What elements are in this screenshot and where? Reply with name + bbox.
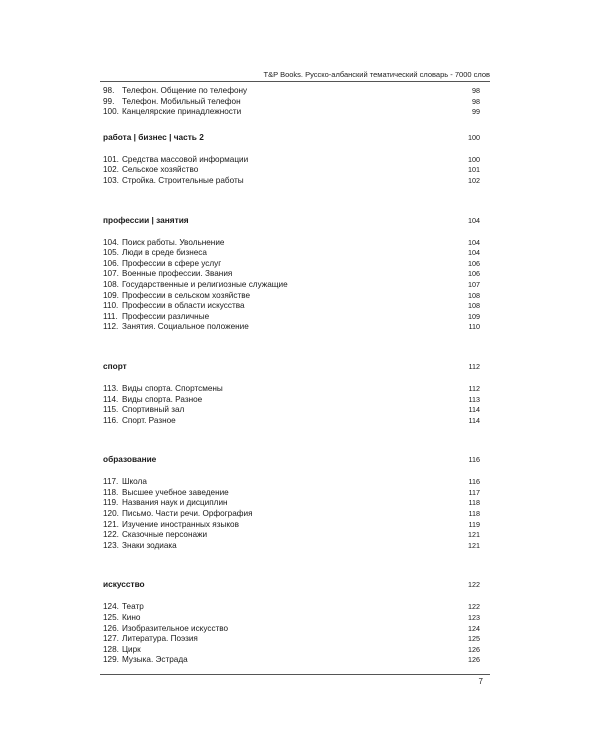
toc-entry (103, 291, 480, 302)
entry-text (103, 509, 253, 520)
entry-number: 99. (103, 96, 115, 106)
section-heading (103, 579, 480, 590)
entry-title: Знаки зодиака (122, 540, 177, 550)
toc-entry (103, 86, 480, 97)
entry-title: Профессии в сфере услуг (122, 258, 222, 268)
toc-entry (103, 269, 480, 280)
toc-entry (103, 624, 480, 635)
entry-text (103, 395, 202, 406)
entry-page: 121 (468, 540, 480, 550)
entry-page: 113 (468, 394, 480, 404)
entry-title: Средства массовой информации (122, 154, 249, 164)
entry-number: 124. (103, 602, 119, 612)
toc-entry (103, 165, 480, 176)
entry-text (103, 602, 144, 613)
entry-number: 123. (103, 540, 119, 550)
entry-title: Письмо. Части речи. Орфография (122, 509, 253, 519)
toc-entry (103, 384, 480, 395)
entry-number: 102. (103, 165, 119, 175)
entry-title: Профессии различные (122, 311, 210, 321)
entry-title: Высшее учебное заведение (122, 487, 229, 497)
toc-entry (103, 530, 480, 541)
section-page: 100 (468, 132, 480, 142)
toc-entry (103, 520, 480, 531)
toc-entry (103, 248, 480, 259)
toc-entry (103, 155, 480, 166)
entry-title: Профессии в области искусства (122, 301, 245, 311)
entry-text (103, 624, 228, 635)
section-title: образование (103, 454, 157, 465)
entry-page: 126 (468, 644, 480, 654)
entry-page: 114 (468, 415, 480, 425)
entry-text (103, 165, 198, 176)
toc-entry (103, 634, 480, 645)
entry-title: Спорт. Разное (122, 415, 176, 425)
entry-text (103, 488, 229, 499)
entry-page: 106 (468, 258, 480, 268)
entry-title: Школа (122, 477, 147, 487)
entry-number: 117. (103, 477, 119, 487)
entry-number: 121. (103, 519, 119, 529)
entry-title: Сельское хозяйство (122, 165, 199, 175)
entry-page: 114 (468, 405, 480, 415)
entry-text (103, 416, 176, 427)
entry-title: Телефон. Общение по телефону (122, 86, 248, 95)
entry-text (103, 248, 207, 259)
entry-page: 118 (468, 498, 480, 508)
entry-text (103, 86, 247, 97)
toc-entry (103, 645, 480, 656)
entry-number: 105. (103, 248, 119, 258)
entry-page: 101 (468, 165, 480, 175)
entry-text (103, 634, 198, 645)
section-title: искусство (103, 579, 145, 590)
entry-page: 122 (468, 602, 480, 612)
entry-page: 118 (468, 509, 480, 519)
entry-number: 109. (103, 290, 119, 300)
entry-number: 111. (103, 311, 118, 321)
entry-text (103, 280, 288, 291)
entry-page: 116 (468, 477, 480, 487)
intro-entries (103, 86, 480, 118)
entry-title: Изобразительное искусство (122, 623, 229, 633)
entry-number: 120. (103, 509, 119, 519)
entry-page: 108 (468, 290, 480, 300)
toc-entry (103, 509, 480, 520)
toc-entry (103, 280, 480, 291)
toc-entry (103, 655, 480, 666)
entry-page: 106 (468, 269, 480, 279)
entry-title: Люди в среде бизнеса (122, 248, 207, 258)
entry-title: Занятия. Социальное положение (122, 322, 249, 332)
entry-text (103, 312, 209, 323)
toc-section (103, 579, 480, 666)
section-title: спорт (103, 360, 127, 371)
entry-number: 119. (103, 498, 119, 508)
section-heading (103, 215, 480, 226)
entry-page: 126 (468, 655, 480, 665)
toc-section (103, 361, 480, 426)
entry-text (103, 520, 239, 531)
entry-text (103, 269, 232, 280)
entry-page: 98 (472, 86, 480, 95)
entry-title: Спортивный зал (122, 405, 185, 415)
section-page: 104 (468, 215, 480, 225)
entry-title: Стройка. Строительные работы (122, 175, 244, 185)
entry-title: Виды спорта. Спортсмены (122, 383, 223, 393)
entry-page: 102 (468, 175, 480, 185)
entry-page: 123 (468, 613, 480, 623)
toc-entry (103, 602, 480, 613)
entry-text (103, 301, 245, 312)
toc-entry (103, 541, 480, 552)
section-page: 116 (468, 455, 480, 465)
entry-text (103, 259, 221, 270)
toc-section (103, 132, 480, 187)
entry-number: 103. (103, 175, 119, 185)
entry-text (103, 655, 188, 666)
entry-text (103, 384, 223, 395)
entry-title: Театр (122, 602, 144, 612)
toc-entry (103, 498, 480, 509)
entry-page: 108 (468, 301, 480, 311)
entry-title: Изучение иностранных языков (122, 519, 239, 529)
entry-page: 100 (468, 154, 480, 164)
entry-page: 99 (472, 107, 480, 117)
entry-text (103, 155, 248, 166)
section-heading (103, 361, 480, 372)
entry-number: 116. (103, 415, 119, 425)
toc-entry (103, 395, 480, 406)
table-of-contents (103, 86, 480, 666)
sections (103, 132, 480, 666)
entry-number: 101. (103, 154, 119, 164)
entry-title: Названия наук и дисциплин (122, 498, 228, 508)
entry-number: 125. (103, 613, 119, 623)
entry-text (103, 238, 224, 249)
running-header: T&P Books. Русско-албанский тематический словарь - 7000 слов (263, 70, 490, 79)
entry-text (103, 541, 177, 552)
entry-text (103, 645, 141, 656)
entry-page: 124 (468, 623, 480, 633)
toc-entry (103, 107, 480, 118)
toc-entry (103, 416, 480, 427)
entry-text (103, 97, 241, 108)
entry-number: 100. (103, 107, 119, 117)
entry-title: Литература. Поэзия (122, 634, 198, 644)
entry-text (103, 176, 244, 187)
entry-number: 118. (103, 487, 119, 497)
entry-number: 126. (103, 623, 119, 633)
entry-number: 114. (103, 394, 119, 404)
entry-title: Поиск работы. Увольнение (122, 237, 225, 247)
entry-page: 109 (468, 311, 480, 321)
entry-title: Кино (122, 613, 141, 623)
entry-text (103, 477, 147, 488)
entry-number: 110. (103, 301, 119, 311)
section-page: 122 (468, 580, 480, 590)
toc-entry (103, 477, 480, 488)
section-page: 112 (468, 361, 480, 371)
entry-number: 104. (103, 237, 119, 247)
page-number: 7 (478, 677, 483, 686)
entry-title: Профессии в сельском хозяйстве (122, 290, 251, 300)
entry-text (103, 530, 207, 541)
entry-text (103, 107, 241, 118)
section-title: работа | бизнес | часть 2 (103, 131, 204, 142)
entry-number: 113. (103, 383, 119, 393)
entry-number: 128. (103, 644, 119, 654)
entry-number: 107. (103, 269, 119, 279)
entry-title: Телефон. Мобильный телефон (122, 96, 241, 106)
entry-page: 119 (468, 519, 480, 529)
entry-title: Государственные и религиозные служащие (122, 279, 288, 289)
entry-title: Цирк (122, 644, 141, 654)
entry-text (103, 322, 249, 333)
toc-entry (103, 312, 480, 323)
entry-page: 121 (468, 530, 480, 540)
toc-entry (103, 405, 480, 416)
entry-number: 129. (103, 655, 119, 665)
entry-text (103, 291, 250, 302)
entry-text (103, 498, 228, 509)
entry-page: 107 (468, 279, 480, 289)
header-rule (100, 81, 490, 82)
toc-entry (103, 259, 480, 270)
entry-number: 98. (103, 86, 115, 95)
entry-title: Сказочные персонажи (122, 530, 208, 540)
section-heading (103, 454, 480, 465)
entry-page: 110 (468, 322, 480, 332)
toc-entry (103, 488, 480, 499)
entry-text (103, 613, 140, 624)
section-title: профессии | занятия (103, 214, 189, 225)
entry-number: 106. (103, 258, 119, 268)
entry-page: 104 (468, 237, 480, 247)
entry-page: 112 (468, 383, 480, 393)
entry-number: 115. (103, 405, 119, 415)
toc-entry (103, 238, 480, 249)
entry-title: Канцелярские принадлежности (122, 107, 242, 117)
toc-section (103, 215, 480, 333)
toc-entry (103, 97, 480, 108)
entry-page: 98 (472, 96, 480, 106)
entry-text (103, 405, 184, 416)
entry-title: Музыка. Эстрада (122, 655, 188, 665)
entry-number: 127. (103, 634, 119, 644)
footer-rule (100, 674, 490, 675)
entry-title: Виды спорта. Разное (122, 394, 203, 404)
toc-entry (103, 176, 480, 187)
entry-title: Военные профессии. Звания (122, 269, 233, 279)
toc-entry (103, 613, 480, 624)
toc-entry (103, 322, 480, 333)
toc-entry (103, 301, 480, 312)
toc-section (103, 454, 480, 551)
section-heading (103, 132, 480, 143)
entry-page: 104 (468, 248, 480, 258)
entry-number: 112. (103, 322, 119, 332)
entry-page: 125 (468, 634, 480, 644)
entry-number: 108. (103, 279, 119, 289)
entry-number: 122. (103, 530, 119, 540)
entry-page: 117 (468, 487, 480, 497)
